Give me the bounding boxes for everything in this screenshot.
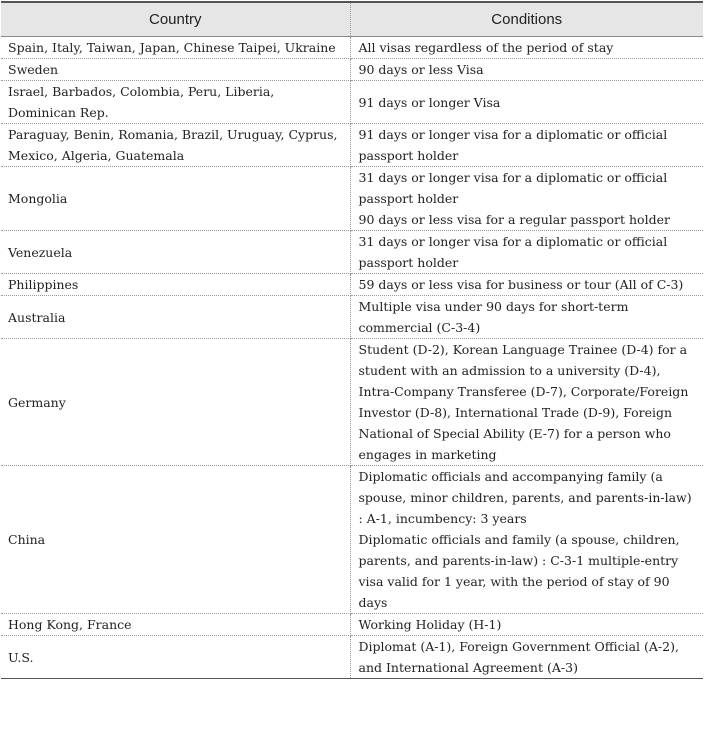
conditions-cell [350, 81, 703, 124]
country-cell: Philippines [1, 274, 350, 296]
condition-text: Student (D-2), Korean Language Trainee (D-4) for a student with an admission to a university (D-4), Intra-Company Transferee (D-7), Corporate/Foreign Investor (D-8), International Trade (D-9), Foreign National of Special Ability (E-7) for a person who engages in marketing [358, 342, 689, 462]
header-row [1, 2, 703, 37]
condition-text: Multiple visa under 90 days for short-term commercial (C-3-4) [358, 299, 629, 335]
conditions-cell [350, 339, 703, 466]
country-cell: Australia [1, 296, 350, 339]
conditions-cell [350, 37, 703, 59]
country-cell: Spain, Italy, Taiwan, Japan, Chinese Taipei, Ukraine [1, 37, 350, 59]
condition-text: 91 days or longer Visa [358, 94, 501, 110]
condition-text: 90 days or less Visa [358, 62, 484, 77]
table-row [1, 59, 703, 81]
table-header [1, 2, 703, 37]
condition-text: Diplomatic officials and accompanying family (a spouse, minor children, parents, and parents-in-law) : A-1, incumbency: 3 years [358, 469, 692, 526]
conditions-cell [350, 274, 703, 296]
table-body [1, 37, 703, 679]
visa-conditions-table [1, 1, 703, 679]
table-row [1, 296, 703, 339]
conditions-cell [350, 636, 703, 679]
conditions-column-header: Conditions [350, 2, 703, 37]
table-row [1, 124, 703, 167]
condition-text: Diplomatic officials and family (a spouse, children, parents, and parents-in-law) : C-3-1 multiple-entry visa valid for 1 year, with the period of stay of 90 days [358, 532, 680, 610]
country-column-header: Country [1, 2, 350, 37]
country-cell: U.S. [1, 636, 350, 679]
country-cell: Paraguay, Benin, Romania, Brazil, Uruguay, Cyprus, Mexico, Algeria, Guatemala [1, 124, 350, 167]
conditions-cell [350, 231, 703, 274]
table-row [1, 339, 703, 466]
country-cell: Germany [1, 339, 350, 466]
table-row [1, 81, 703, 124]
condition-text: 31 days or longer visa for a diplomatic or official passport holder [358, 234, 668, 270]
condition-text: Diplomat (A-1), Foreign Government Official (A-2), and International Agreement (A-3) [358, 639, 679, 675]
conditions-cell [350, 124, 703, 167]
country-cell: Israel, Barbados, Colombia, Peru, Liberia, Dominican Rep. [1, 81, 350, 124]
table-row [1, 231, 703, 274]
conditions-cell [350, 167, 703, 231]
country-cell: Sweden [1, 59, 350, 81]
condition-text: 91 days or longer visa for a diplomatic or official passport holder [358, 127, 668, 163]
condition-text: 59 days or less visa for business or tour (All of C-3) [358, 277, 684, 292]
condition-text: 31 days or longer visa for a diplomatic or official passport holder [358, 170, 668, 206]
country-cell: Venezuela [1, 231, 350, 274]
conditions-cell [350, 296, 703, 339]
table-row [1, 167, 703, 231]
table-row [1, 274, 703, 296]
table-row [1, 636, 703, 679]
country-cell: China [1, 466, 350, 614]
conditions-cell [350, 59, 703, 81]
condition-text: Working Holiday (H-1) [358, 617, 502, 632]
conditions-cell [350, 466, 703, 614]
condition-text: All visas regardless of the period of stay [358, 40, 614, 55]
condition-text: 90 days or less visa for a regular passport holder [358, 212, 670, 227]
country-cell: Mongolia [1, 167, 350, 231]
country-cell: Hong Kong, France [1, 614, 350, 636]
table-row [1, 614, 703, 636]
table-row [1, 466, 703, 614]
table-row [1, 37, 703, 59]
conditions-cell [350, 614, 703, 636]
